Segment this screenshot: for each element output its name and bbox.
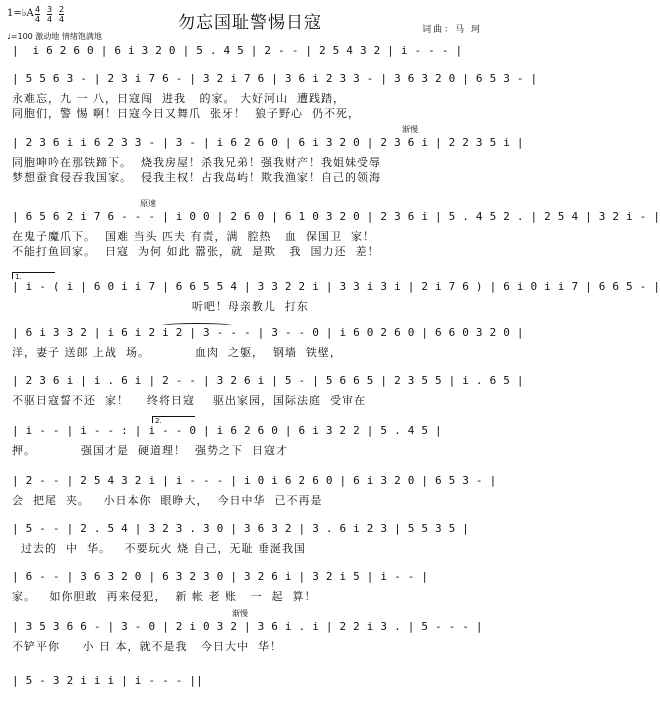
lyric-verse-1: 押。 强国才是 硬道理！ 强势之下 日寇才 xyxy=(12,444,288,457)
lyric-verse-1: 家。 如你胆敢 再来侵犯， 新 帐 老 账 一 起 算！ xyxy=(12,590,317,603)
notation-line: | 5 - 3 2 i i i | i - - - || xyxy=(12,674,204,687)
notation-line: | 3 5 3 6 6 - | 3 - 0 | 2 i 0 3 2 | 3 6 i . i | 2 2 i 3 . | 5 - - - | xyxy=(12,620,483,633)
tempo-mark-yuansu: 原速 xyxy=(140,199,156,208)
lyric-verse-1: 在鬼子魔爪下。 国难 当头 匹夫 有责，满 腔热 血 保国卫 家！ xyxy=(12,230,375,243)
song-title: 勿忘国耻警惕日寇 xyxy=(178,13,322,33)
notation-line: | i 6 2 6 0 | 6 i 3 2 0 | 5 . 4 5 | 2 - - | 2 5 4 3 2 | i - - - | xyxy=(12,44,463,57)
system-10 xyxy=(0,522,500,558)
lyric-verse-1: 永难忘，九 一 八，日寇闯 进我 的家。 大好河山 遭践踏， xyxy=(12,92,345,105)
tempo-mark-jianman: 渐慢 xyxy=(232,609,248,618)
system-12 xyxy=(0,609,500,656)
notation-line: | 2 3 6 i | i . 6 i | 2 - - | 3 2 6 i | 5 - | 5 6 6 5 | 2 3 5 5 | i . 6 5 | xyxy=(12,374,524,387)
lyric-verse-1: 不驱日寇誓不还 家！ 终将日寇 驱出家园，国际法庭 受审在 xyxy=(12,394,366,407)
volta-2: 2. xyxy=(152,416,195,423)
lyric-verse-1: 会 把尾 夹。 小日本你 眼睁大， 今日中华 已不再是 xyxy=(12,494,323,507)
lyric-verse-1: 不铲平你 小 日 本，就不是我 今日大中 华！ xyxy=(12,640,282,653)
song-credit: 词曲：马 珂 xyxy=(422,25,482,35)
notation-line: | 6 - - | 3 6 3 2 0 | 6 3 2 3 0 | 3 2 6 i | 3 2 i 5 | i - - | xyxy=(12,570,429,583)
system-13 xyxy=(0,674,500,696)
lyric-verse-1: 听吧！母亲教儿 打东 xyxy=(12,300,309,313)
system-4 xyxy=(0,199,660,262)
lyric-verse-2: 同胞们，警 惕 啊！日寇今日又舞爪 张牙！ 狼子野心 仍不死， xyxy=(12,107,360,120)
notation-line: | 5 - - | 2 . 5 4 | 3 2 3 . 3 0 | 3 6 3 2 | 3 . 6 i 2 3 | 5 5 3 5 | xyxy=(12,522,470,535)
key-signature-block xyxy=(3,3,163,41)
system-11 xyxy=(0,570,500,606)
notation-line: | 2 3 6 i i 6 2 3 3 - | 3 - | i 6 2 6 0 | 6 i 3 2 0 | 2 3 6 i | 2 2 3 5 i | xyxy=(12,136,524,149)
notation-line: | 6 i 3 3 2 | i 6 i 2 i 2 | 3 - - - | 3 - - 0 | i 6 0 2 6 0 | 6 6 0 3 2 0 | xyxy=(12,326,524,339)
notation-line: | i - ( i | 6 0 i i 7 | 6 6 5 5 4 | 3 3 2 2 i | 3 3 i 3 i | 2 i 7 6 ) | 6 i 0 i i 7 | 6 6 5 - | xyxy=(12,280,660,293)
meter-2-4: 2 4 xyxy=(59,5,65,24)
lyric-verse-2: 梦想蚕食侵吞我国家。 侵我主权！占我岛屿！欺我渔家！自己的领海 xyxy=(12,171,381,184)
meter-3-4: 3 4 xyxy=(47,5,53,24)
lyric-verse-1: 同胞呻吟在那铁蹄下。 烧我房屋！杀我兄弟！强我财产！我姐妹受辱 xyxy=(12,156,381,169)
meter-4-4: 4 4 xyxy=(35,5,41,24)
lyric-verse-1: 过去的 中 华。 不要玩火 烧 自己，无耻 垂涎我国 xyxy=(12,542,306,555)
notation-line: | 2 - - | 2 5 4 3 2 i | i - - - | i 0 i 6 2 6 0 | 6 i 3 2 0 | 6 5 3 - | xyxy=(12,474,497,487)
lyric-verse-2: 不能打鱼回家。 日寇 为何 如此 嚣张，就 是欺 我 国力还 差！ xyxy=(12,245,380,258)
system-6 xyxy=(0,326,524,362)
system-7 xyxy=(0,374,524,410)
tempo-marking: ♩=100 激动地 情绪饱满地 xyxy=(7,32,102,41)
system-3 xyxy=(0,125,524,188)
system-1 xyxy=(0,44,500,64)
system-5 xyxy=(0,273,660,316)
volta-1: 1. xyxy=(12,272,55,279)
key-signature: 1=♭A xyxy=(7,8,34,19)
system-8 xyxy=(0,417,500,460)
notation-line: | 6 5 6 2 i 7 6 - - - | i 0 0 | 2 6 0 | 6 1 0 3 2 0 | 2 3 6 i | 5 . 4 5 2 . | 2 5 4 | 3 2 i - | xyxy=(12,210,660,223)
system-2 xyxy=(0,72,538,124)
lyric-verse-1: 洋，妻子 送郎 上战 场。 血肉 之躯， 钢墙 铁壁， xyxy=(12,346,342,359)
notation-line: | 5 5 6 3 - | 2 3 i 7 6 - | 3 2 i 7 6 | 3 6 i 2 3 3 - | 3 6 3 2 0 | 6 5 3 - | xyxy=(12,72,538,85)
tempo-mark-jianman: 渐慢 xyxy=(402,125,418,134)
system-9 xyxy=(0,474,500,510)
notation-line: | i - - | i - - : | i - - 0 | i 6 2 6 0 | 6 i 3 2 2 | 5 . 4 5 | xyxy=(12,424,442,437)
